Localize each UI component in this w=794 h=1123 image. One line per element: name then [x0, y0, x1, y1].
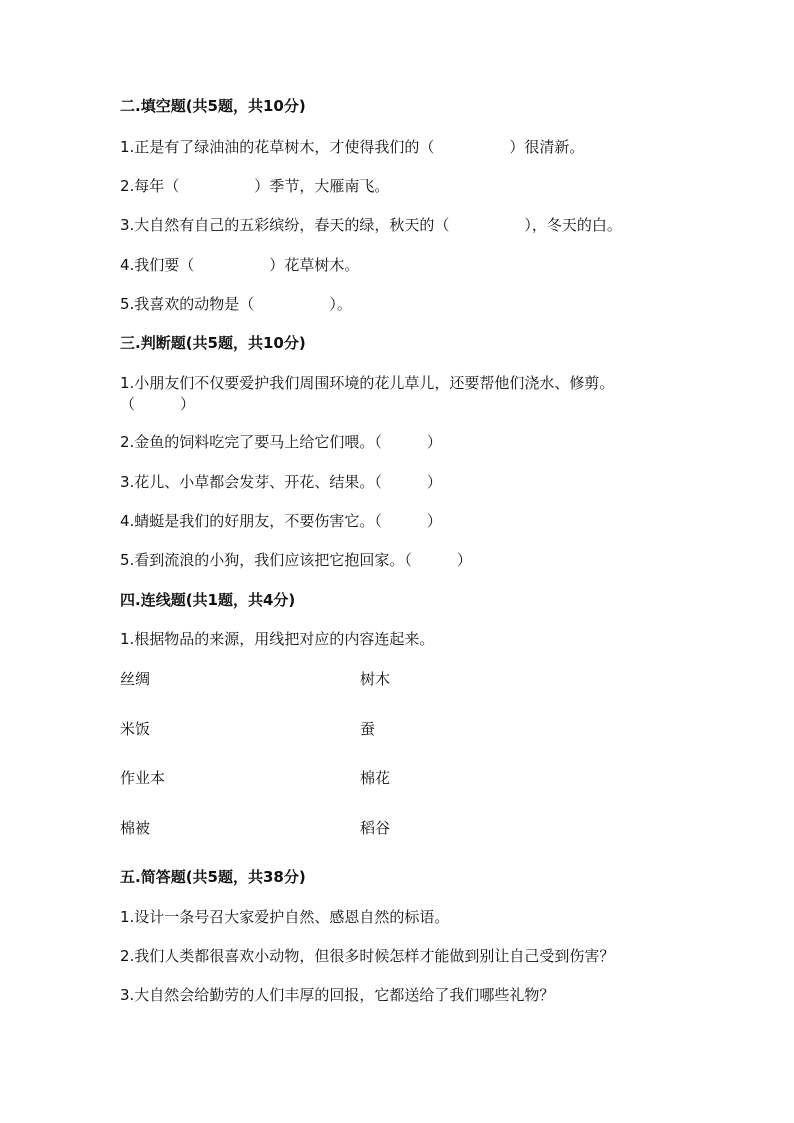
section-heading-short-answer: 五.简答题(共5题，共38分) [120, 868, 306, 886]
fill-blank-question-1: 1.正是有了绿油油的花草树木，才使得我们的（ ）很清新。 [120, 138, 585, 156]
matching-right-item-2: 蚕 [360, 720, 376, 738]
matching-right-item-1: 树木 [360, 670, 391, 688]
true-false-question-2: 2.金鱼的饲料吃完了要马上给它们喂。（ ） [120, 433, 442, 451]
matching-right-item-3: 棉花 [360, 769, 391, 787]
section-heading-matching: 四.连线题(共1题，共4分) [120, 591, 296, 609]
true-false-question-1: 1.小朋友们不仅要爱护我们周围环境的花儿草儿，还要帮他们浇水、修剪。 [120, 374, 615, 392]
matching-left-item-4: 棉被 [120, 819, 151, 837]
fill-blank-question-3: 3.大自然有自己的五彩缤纷，春天的绿，秋天的（ ），冬天的白。 [120, 216, 622, 234]
true-false-question-3: 3.花儿、小草都会发芽、开花、结果。（ ） [120, 473, 442, 491]
matching-left-item-3: 作业本 [120, 769, 166, 787]
short-answer-question-3: 3.大自然会给勤劳的人们丰厚的回报，它都送给了我们哪些礼物？ [120, 986, 555, 1004]
short-answer-question-1: 1.设计一条号召大家爱护自然、感恩自然的标语。 [120, 908, 450, 926]
matching-right-item-4: 稻谷 [360, 819, 391, 837]
fill-blank-question-4: 4.我们要（ ）花草树木。 [120, 256, 360, 274]
matching-left-item-1: 丝绸 [120, 670, 151, 688]
short-answer-question-2: 2.我们人类都很喜欢小动物，但很多时候怎样才能做到别让自己受到伤害？ [120, 947, 615, 965]
true-false-question-1-blank: （ ） [120, 395, 196, 413]
fill-blank-question-5: 5.我喜欢的动物是（ ）。 [120, 295, 352, 313]
matching-prompt: 1.根据物品的来源，用线把对应的内容连起来。 [120, 630, 435, 648]
matching-left-item-2: 米饭 [120, 720, 151, 738]
section-heading-true-false: 三.判断题(共5题，共10分) [120, 334, 306, 352]
true-false-question-5: 5.看到流浪的小狗，我们应该把它抱回家。（ ） [120, 551, 472, 569]
section-heading-fill-blank: 二.填空题(共5题，共10分) [120, 97, 306, 115]
fill-blank-question-2: 2.每年（ ）季节，大雁南飞。 [120, 177, 390, 195]
true-false-question-4: 4.蜻蜓是我们的好朋友，不要伤害它。（ ） [120, 512, 442, 530]
